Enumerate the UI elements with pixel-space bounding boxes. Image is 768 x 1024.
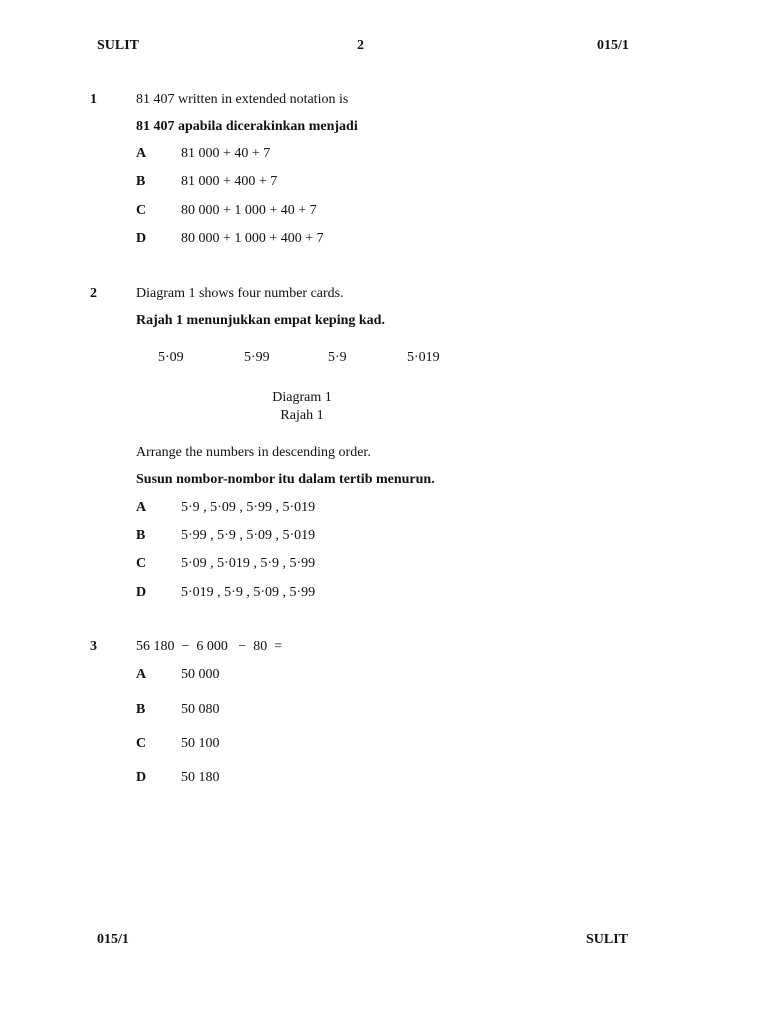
instruction-ms: Susun nombor-nombor itu dalam tertib menurun. (136, 472, 435, 487)
option-text-c: 5·09 , 5·019 , 5·9 , 5·99 (181, 556, 316, 571)
diagram-caption-ms: Rajah 1 (280, 408, 324, 423)
option-text-a: 50 000 (181, 667, 220, 682)
diagram-caption-en: Diagram 1 (272, 390, 332, 405)
option-letter-a: A (136, 667, 147, 682)
header-right: 015/1 (597, 38, 629, 53)
number-card: 5·019 (407, 350, 440, 365)
number-card: 5·09 (158, 350, 184, 365)
option-letter-d: D (136, 585, 147, 600)
number-card: 5·9 (328, 350, 347, 365)
option-letter-c: C (136, 556, 147, 571)
option-text-c: 80 000 + 1 000 + 40 + 7 (181, 203, 317, 218)
option-letter-b: B (136, 702, 146, 717)
option-letter-a: A (136, 146, 147, 161)
option-text-b: 5·99 , 5·9 , 5·09 , 5·019 (181, 528, 316, 543)
question-text-en: 81 407 written in extended notation is (136, 92, 349, 107)
option-letter-c: C (136, 736, 147, 751)
question-text-en: Diagram 1 shows four number cards. (136, 286, 344, 301)
question-text-ms: 81 407 apabila dicerakinkan menjadi (136, 119, 358, 134)
instruction-en: Arrange the numbers in descending order. (136, 445, 371, 460)
option-text-d: 80 000 + 1 000 + 400 + 7 (181, 231, 324, 246)
question-number: 3 (90, 639, 97, 654)
option-letter-b: B (136, 528, 146, 543)
option-letter-b: B (136, 174, 146, 189)
option-text-b: 50 080 (181, 702, 220, 717)
option-text-a: 5·9 , 5·09 , 5·99 , 5·019 (181, 500, 316, 515)
footer-right: SULIT (586, 932, 629, 947)
option-letter-a: A (136, 500, 147, 515)
number-card: 5·99 (244, 350, 270, 365)
option-letter-d: D (136, 231, 147, 246)
question-number: 2 (90, 286, 97, 301)
page-number: 2 (357, 38, 364, 53)
option-letter-c: C (136, 203, 147, 218)
option-text-a: 81 000 + 40 + 7 (181, 146, 271, 161)
option-letter-d: D (136, 770, 147, 785)
option-text-b: 81 000 + 400 + 7 (181, 174, 278, 189)
header-left: SULIT (97, 38, 140, 53)
question-number: 1 (90, 92, 97, 107)
option-text-d: 5·019 , 5·9 , 5·09 , 5·99 (181, 585, 316, 600)
question-text-ms: Rajah 1 menunjukkan empat keping kad. (136, 313, 385, 328)
option-text-d: 50 180 (181, 770, 220, 785)
footer-left: 015/1 (97, 932, 129, 947)
question-text-en: 56 180 − 6 000 − 80 = (136, 639, 283, 654)
option-text-c: 50 100 (181, 736, 220, 751)
